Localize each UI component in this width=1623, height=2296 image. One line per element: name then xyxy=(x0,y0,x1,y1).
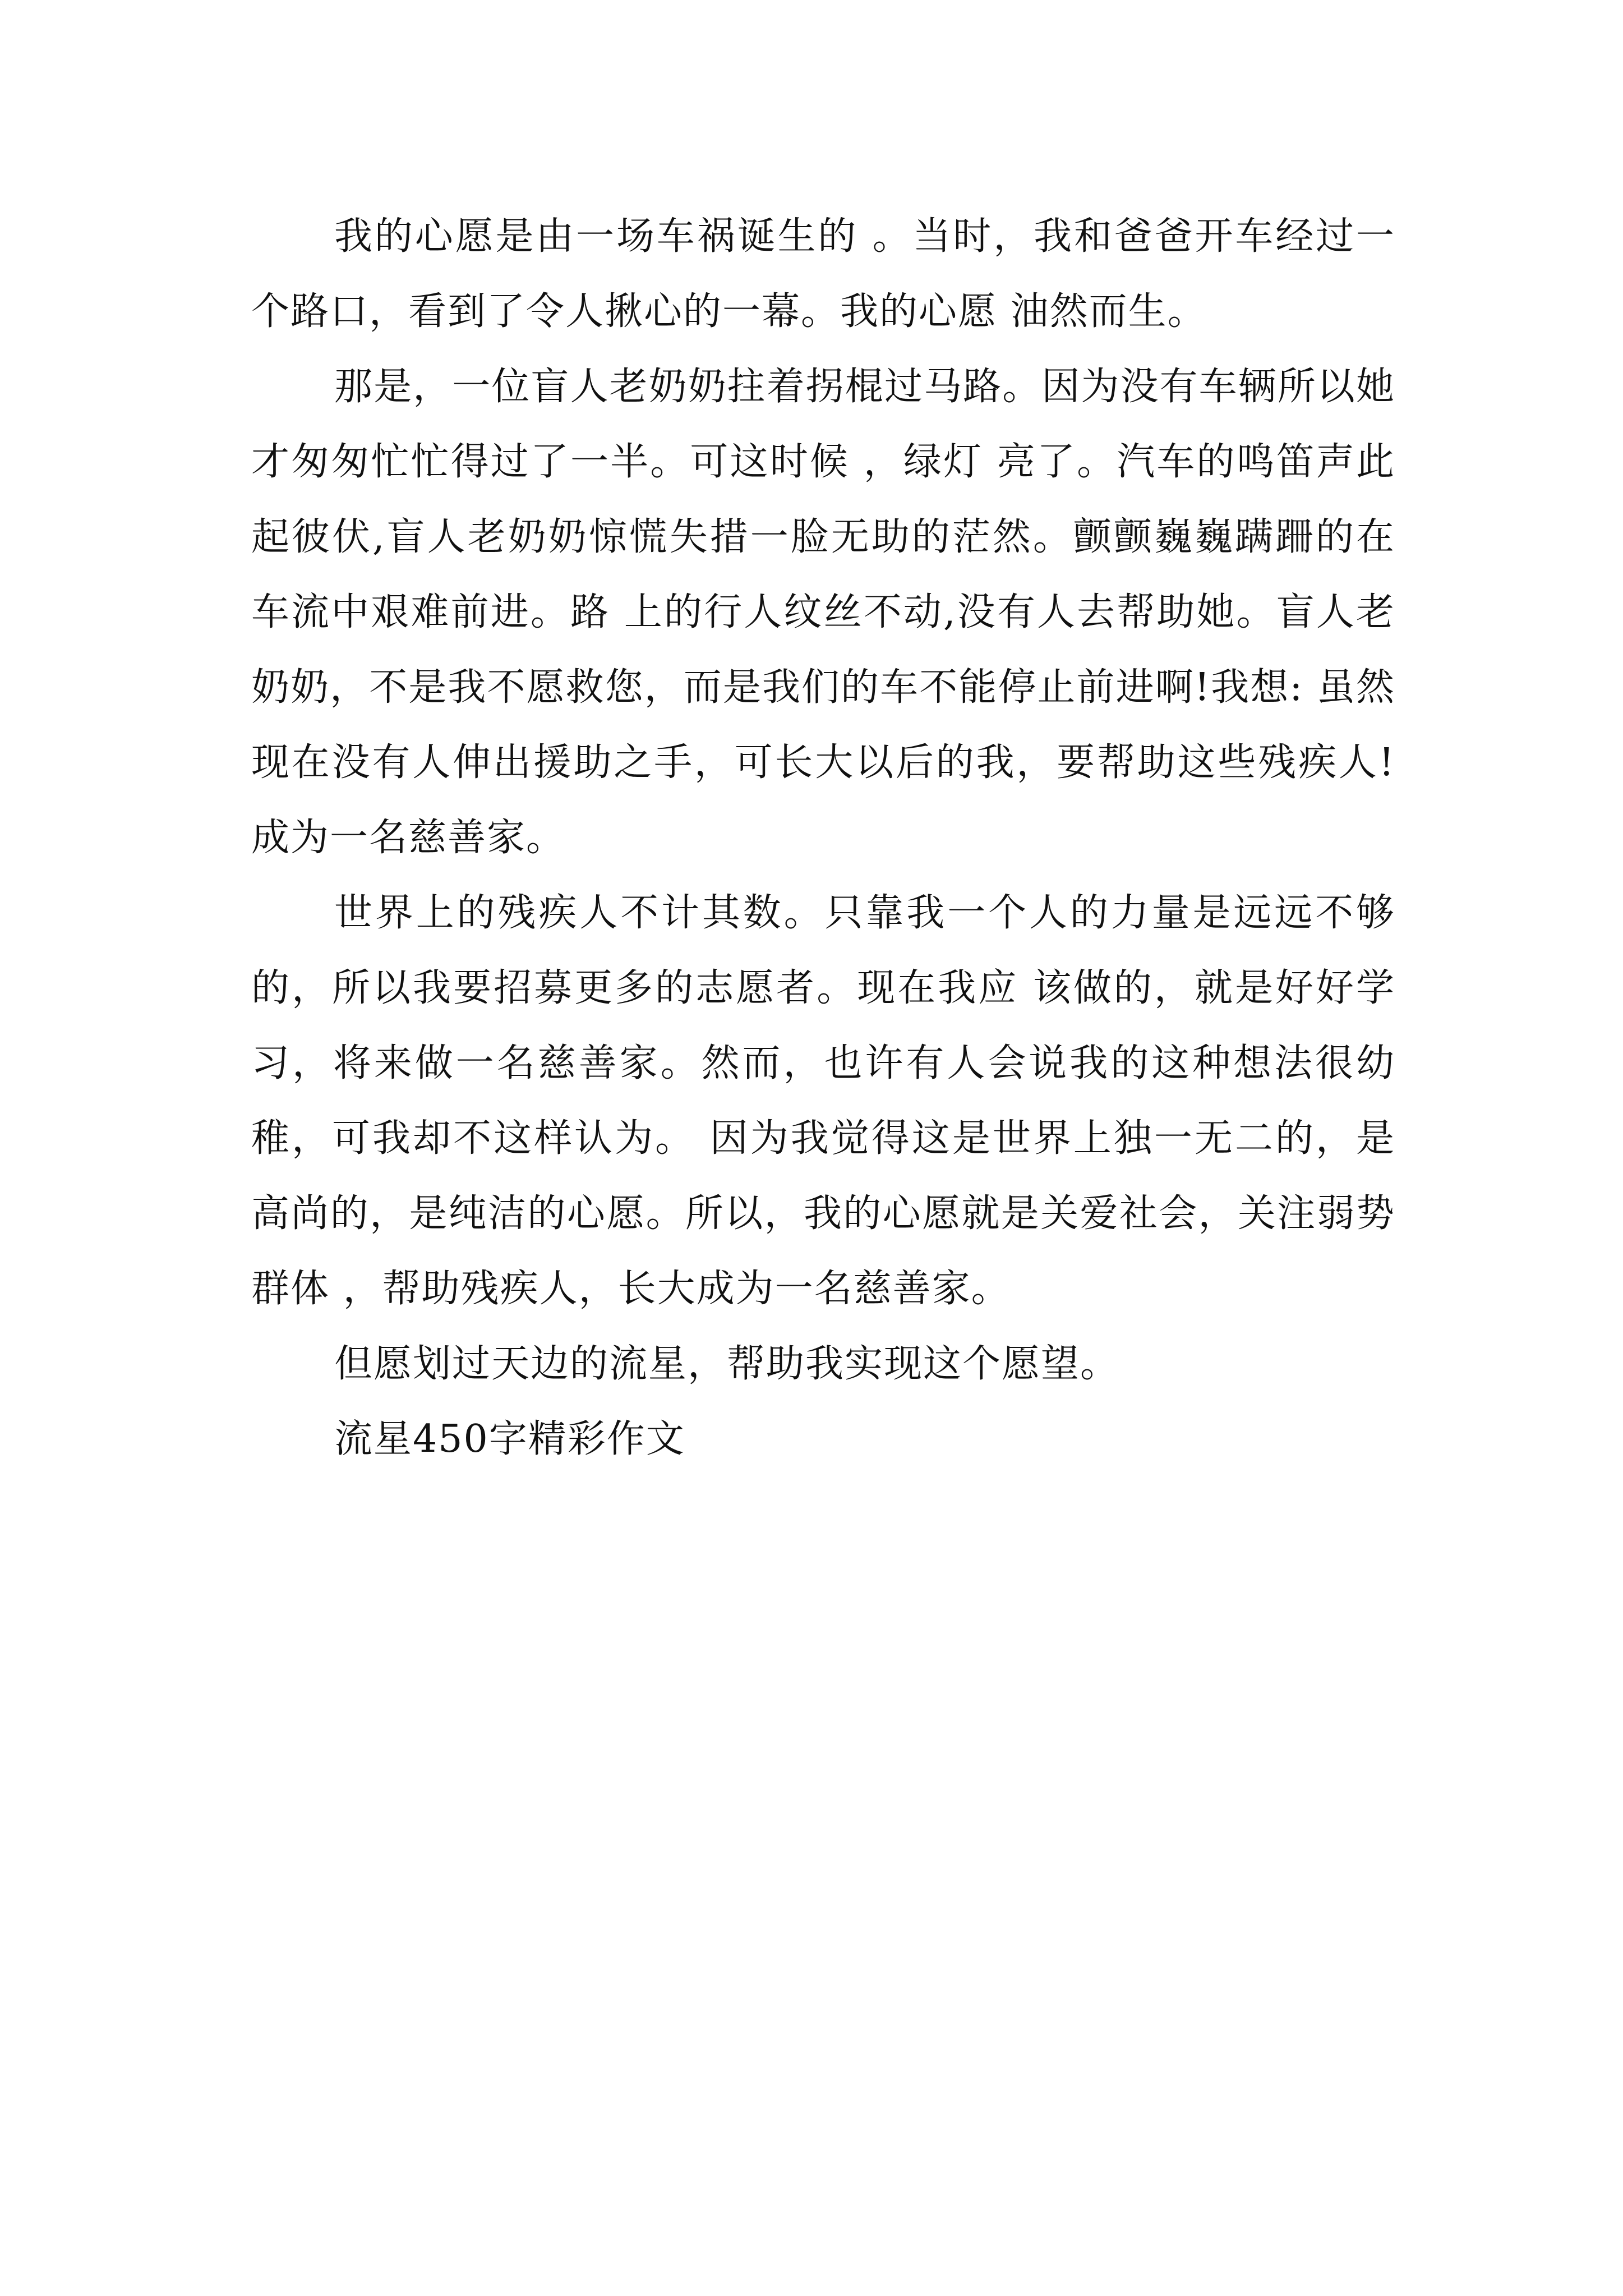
paragraph-1: 我的心愿是由一场车祸诞生的 。当时，我和爸爸开车经过一个路口，看到了令人揪心的一幕。我的心愿 油然而生。 xyxy=(251,214,1395,334)
essay-body xyxy=(251,199,1395,1477)
paragraph-2: 那是，一位盲人老奶奶拄着拐棍过马路。因为没有车辆所以她才匆匆忙忙得过了一半。可这时候 ，绿灯 亮了。汽车的鸣笛声此起彼伏,盲人老奶奶惊慌失措一脸无助的茫然。颤颤巍巍蹒跚的在车流中艰难前进。路 上的行人纹丝不动,没有人去帮助她。盲人老奶奶，不是我不愿救您，而是我们的车不能停止前进啊!我想: 虽然现在没有人伸出援助之手，可长大以后的我，要帮助这些残疾人!成为一名慈善家。 xyxy=(251,365,1395,860)
paragraph-4: 但愿划过天边的流星，帮助我实现这个愿望。 xyxy=(334,1342,1120,1386)
paragraph-3: 世界上的残疾人不计其数。只靠我一个人的力量是远远不够的，所以我要招募更多的志愿者。现在我应 该做的，就是好好学习，将来做一名慈善家。然而，也许有人会说我的这种想法很幼稚，可我却不这样认为。 因为我觉得这是世界上独一无二的，是高尚的，是纯洁的心愿。所以，我的心愿就是关爱社会，关注弱势群体 ，帮助残疾人，长大成为一名慈善家。 xyxy=(251,891,1395,1311)
essay-title-line: 流星450字精彩作文 xyxy=(334,1417,685,1461)
